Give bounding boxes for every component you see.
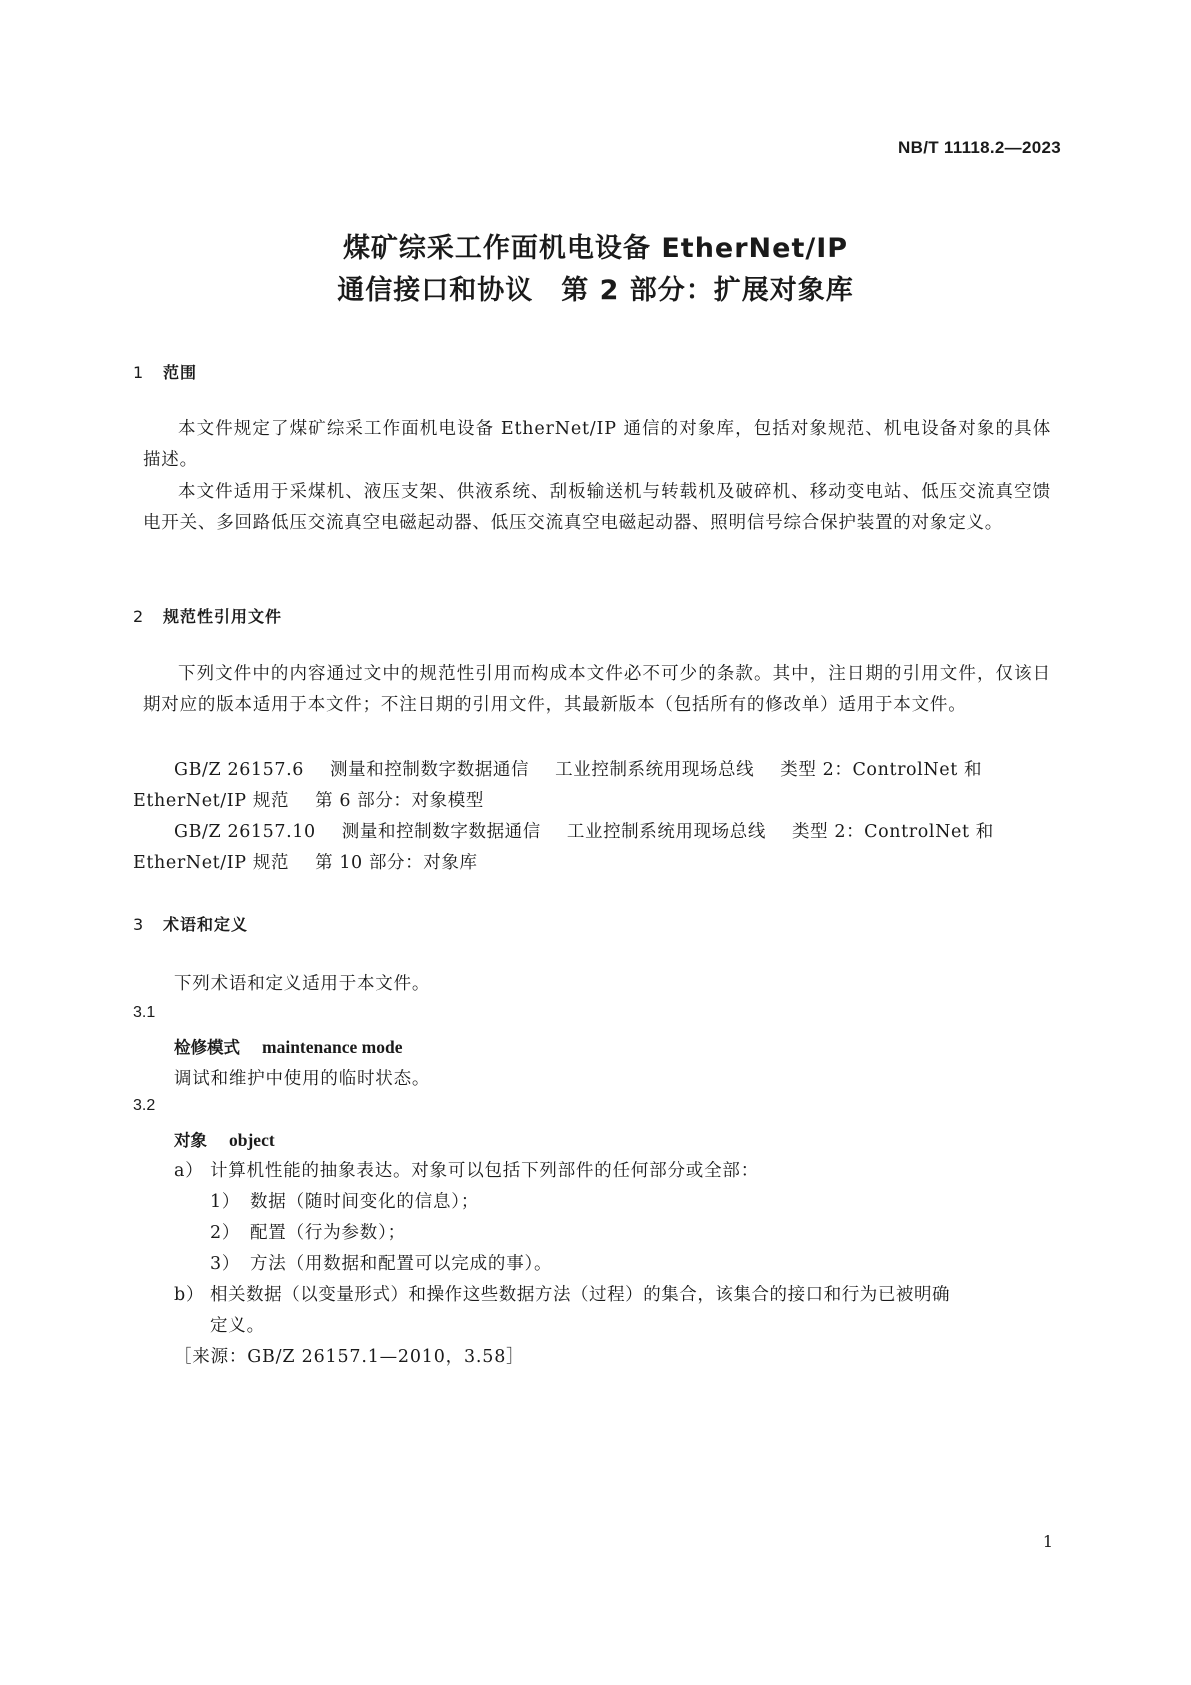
page-number: 1 bbox=[1042, 1532, 1053, 1551]
list-item-a-text: 计算机性能的抽象表达。对象可以包括下列部件的任何部分或全部： bbox=[210, 1161, 759, 1181]
section-2-heading bbox=[133, 604, 282, 627]
reference-title-part: EtherNet/IP 规范 bbox=[133, 853, 290, 873]
reference-title-part: 类型 2：ControlNet 和 bbox=[780, 760, 983, 780]
section-3-heading bbox=[133, 912, 248, 935]
section-2-paragraph: 下列文件中的内容通过文中的规范性引用而构成本文件必不可少的条款。其中，注日期的引用文件，仅该日期对应的版本适用于本文件；不注日期的引用文件，其最新版本（包括所有的修改单）适用于本文件。 bbox=[143, 664, 1051, 715]
section-title: 范围 bbox=[163, 363, 198, 382]
sublist-item-label: 1） bbox=[210, 1192, 241, 1212]
sublist-item-text: 方法（用数据和配置可以完成的事）。 bbox=[250, 1254, 553, 1274]
term-heading bbox=[174, 1034, 402, 1058]
section-3-intro: 下列术语和定义适用于本文件。 bbox=[174, 974, 431, 994]
reference-code: GB/Z 26157.10 bbox=[174, 822, 316, 842]
term-chinese: 对象 bbox=[174, 1131, 207, 1150]
reference-item bbox=[174, 818, 994, 843]
section-1-heading bbox=[133, 360, 197, 383]
reference-continuation bbox=[133, 787, 484, 812]
reference-title-part: 测量和控制数字数据通信 bbox=[341, 822, 541, 842]
term-english: object bbox=[229, 1130, 275, 1150]
reference-item bbox=[174, 756, 982, 781]
section-number: 3 bbox=[133, 915, 145, 934]
section-1-paragraph-2: 本文件适用于采煤机、液压支架、供液系统、刮板输送机与转载机及破碎机、移动变电站、低压交流真空馈电开关、多回路低压交流真空电磁起动器、低压交流真空电磁起动器、照明信号综合保护装置的对象定义。 bbox=[143, 482, 1051, 533]
sublist-item-label: 3） bbox=[210, 1254, 241, 1274]
section-1-paragraph-1: 本文件规定了煤矿综采工作面机电设备 EtherNet/IP 通信的对象库，包括对象规范、机电设备对象的具体描述。 bbox=[143, 419, 1051, 470]
document-title-line-1: 煤矿综采工作面机电设备 EtherNet/IP bbox=[342, 233, 849, 264]
reference-title-part: 类型 2：ControlNet 和 bbox=[791, 822, 994, 842]
reference-title-part: 测量和控制数字数据通信 bbox=[330, 760, 530, 780]
reference-title-part: 工业控制系统用现场总线 bbox=[566, 822, 766, 842]
term-heading bbox=[174, 1127, 275, 1151]
list-item-a-label: a） bbox=[174, 1161, 204, 1181]
reference-code: GB/Z 26157.6 bbox=[174, 760, 305, 780]
list-item-b-text: 相关数据（以变量形式）和操作这些数据方法（过程）的集合，该集合的接口和行为已被明确 bbox=[210, 1285, 951, 1305]
sublist-item-label: 2） bbox=[210, 1223, 241, 1243]
reference-title-part: 工业控制系统用现场总线 bbox=[555, 760, 755, 780]
term-number: 3.2 bbox=[133, 1097, 156, 1114]
term-number: 3.1 bbox=[133, 1004, 156, 1021]
list-item-b-text-continued: 定义。 bbox=[210, 1316, 265, 1336]
term-english: maintenance mode bbox=[262, 1037, 403, 1057]
term-definition: 调试和维护中使用的临时状态。 bbox=[174, 1069, 431, 1089]
section-number: 1 bbox=[133, 363, 145, 382]
sublist-item-text: 配置（行为参数）； bbox=[250, 1223, 406, 1243]
section-title: 术语和定义 bbox=[163, 915, 249, 934]
document-title-line-2: 通信接口和协议 第 2 部分：扩展对象库 bbox=[337, 275, 854, 306]
section-number: 2 bbox=[133, 607, 145, 626]
term-source: ［来源：GB/Z 26157.1—2010，3.58］ bbox=[174, 1347, 525, 1367]
reference-title-part: EtherNet/IP 规范 bbox=[133, 791, 290, 811]
reference-title-part: 第 6 部分：对象模型 bbox=[315, 791, 484, 811]
reference-title-part: 第 10 部分：对象库 bbox=[315, 853, 478, 873]
reference-continuation bbox=[133, 849, 478, 874]
term-chinese: 检修模式 bbox=[174, 1038, 240, 1057]
section-title: 规范性引用文件 bbox=[163, 607, 283, 626]
list-item-b-label: b） bbox=[174, 1285, 205, 1305]
sublist-item-text: 数据（随时间变化的信息）； bbox=[250, 1192, 480, 1212]
standard-number: NB/T 11118.2—2023 bbox=[898, 138, 1061, 157]
